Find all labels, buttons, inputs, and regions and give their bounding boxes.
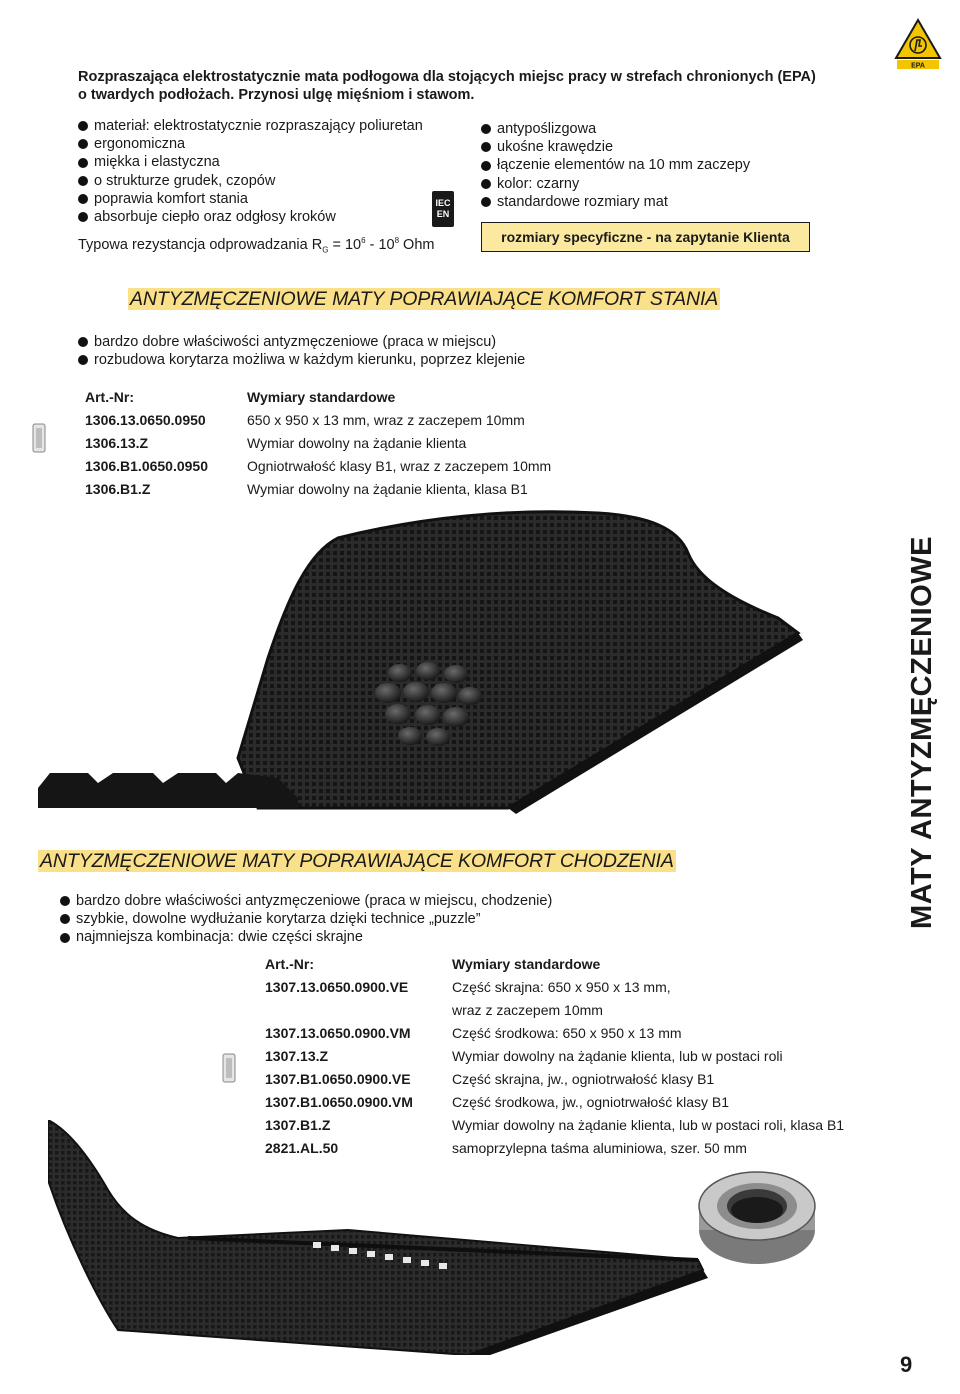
section2-bullets xyxy=(60,892,552,947)
iec-en-badge: IEC EN xyxy=(432,191,454,227)
page-number: 9 xyxy=(900,1352,913,1377)
list-item: najmniejsza kombinacja: dwie części skrajne xyxy=(60,928,552,946)
table-row: 1307.B1.0650.0900.VM Część środkowa, jw., ogniotrwałość klasy B1 xyxy=(265,1094,729,1110)
list-item: o strukturze grudek, czopów xyxy=(78,172,423,190)
bullet-icon xyxy=(481,142,491,152)
list-item: ukośne krawędzie xyxy=(481,138,750,156)
table-row: 1307.13.Z Wymiar dowolny na żądanie klienta, lub w postaci roli xyxy=(265,1048,783,1064)
table-row: 2821.AL.50 samoprzylepna taśma aluminiowa, szer. 50 mm xyxy=(265,1140,747,1156)
bullet-icon xyxy=(78,158,88,168)
table-row: 1307.13.0650.0900.VM Część środkowa: 650 x 950 x 13 mm xyxy=(265,1025,682,1041)
bullet-icon xyxy=(78,337,88,347)
list-item: materiał: elektrostatycznie rozpraszający poliuretan xyxy=(78,117,423,135)
bullet-icon xyxy=(78,212,88,222)
list-item: łączenie elementów na 10 mm zaczepy xyxy=(481,156,750,174)
section1-title: ANTYZMĘCZENIOWE MATY POPRAWIAJĄCE KOMFORT STANIA xyxy=(130,288,719,310)
epa-label: EPA xyxy=(911,62,925,70)
list-item: ergonomiczna xyxy=(78,135,423,153)
bullet-icon xyxy=(78,194,88,204)
list-item: absorbuje ciepło oraz odgłosy kroków xyxy=(78,208,423,226)
bullet-icon xyxy=(60,933,70,943)
bullet-icon xyxy=(78,355,88,365)
list-item: bardzo dobre właściwości antyzmęczeniowe (praca w miejscu, chodzenie) xyxy=(60,892,552,910)
epa-logo xyxy=(893,18,943,70)
aluminium-tape-image xyxy=(692,1168,822,1268)
section2-title: ANTYZMĘCZENIOWE MATY POPRAWIAJĄCE KOMFORT CHODZENIA xyxy=(40,850,674,872)
list-item: bardzo dobre właściwości antyzmęczeniowe (praca w miejscu) xyxy=(78,333,525,351)
bullet-icon xyxy=(78,176,88,186)
table-row: 1307.B1.0650.0900.VE Część skrajna, jw., ogniotrwałość klasy B1 xyxy=(265,1071,715,1087)
list-item: poprawia komfort stania xyxy=(78,190,423,208)
table-header-row: Art.-Nr: Wymiary standardowe xyxy=(85,389,396,405)
table-row: 1306.13.Z Wymiar dowolny na żądanie klienta xyxy=(85,435,467,451)
tag-icon xyxy=(32,423,46,458)
bullet-icon xyxy=(481,161,491,171)
bullet-icon xyxy=(78,139,88,149)
list-item: szybkie, dowolne wydłużanie korytarza dzięki technice „puzzle” xyxy=(60,910,552,928)
resistance-text: Typowa rezystancja odprowadzania $R_G = 10^6 - 10^8$ Ohm xyxy=(78,236,435,255)
list-item: standardowe rozmiary mat xyxy=(481,193,750,211)
custom-sizes-box: rozmiary specyficzne - na zapytanie Klienta xyxy=(481,222,810,252)
table-header-row: Art.-Nr: Wymiary standardowe xyxy=(265,956,601,972)
section1-table xyxy=(85,386,551,501)
table-row: 1307.B1.Z Wymiar dowolny na żądanie klienta, lub w postaci roli, klasa B1 xyxy=(265,1117,845,1133)
section1-bullets xyxy=(78,333,525,369)
list-item: rozbudowa korytarza możliwa w każdym kierunku, poprzez klejenie xyxy=(78,351,525,369)
bullet-icon xyxy=(60,914,70,924)
table-row: 1306.B1.0650.0950 Ogniotrwałość klasy B1, wraz z zaczepem 10mm xyxy=(85,458,552,474)
features-left-list xyxy=(78,117,423,226)
bullet-icon xyxy=(60,896,70,906)
bullet-icon xyxy=(78,121,88,131)
features-right-list xyxy=(481,120,750,211)
tag-icon xyxy=(222,1053,236,1088)
bullet-icon xyxy=(481,179,491,189)
list-item: antypoślizgowa xyxy=(481,120,750,138)
table-row: 1307.13.0650.0900.VE Część skrajna: 650 x 950 x 13 mm, wraz z zaczepem 10mm xyxy=(265,979,671,1018)
table-row: 1306.B1.Z Wymiar dowolny na żądanie klienta, klasa B1 xyxy=(85,481,528,497)
bullet-icon xyxy=(481,197,491,207)
list-item: kolor: czarny xyxy=(481,175,750,193)
table-row: 1306.13.0650.0950 650 x 950 x 13 mm, wraz z zaczepem 10mm xyxy=(85,412,525,428)
intro-text: Rozpraszająca elektrostatycznie mata podłogowa dla stojących miejsc pracy w strefach chronionych (EPA) o twardych podłożach. Przynosi ulgę mięśniom i stawom. xyxy=(78,69,816,103)
sidebar-section-label: MATY ANTYZMĘCZENIOWE xyxy=(905,535,938,929)
walking-mat-image xyxy=(48,1120,708,1355)
standing-mat-image xyxy=(38,508,848,828)
list-item: miękka i elastyczna xyxy=(78,153,423,171)
bullet-icon xyxy=(481,124,491,134)
